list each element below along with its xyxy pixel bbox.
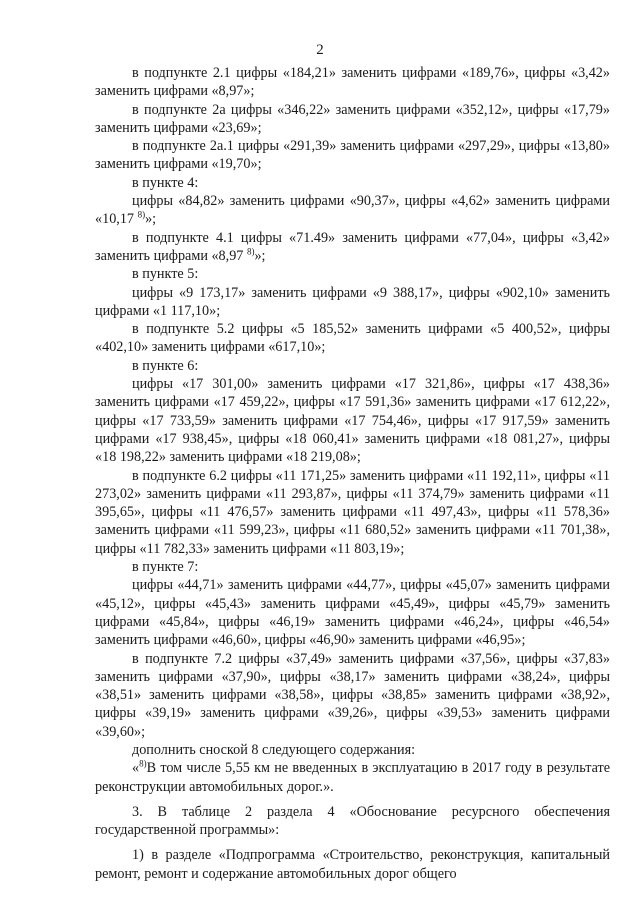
paragraph: 1) в разделе «Подпрограмма «Строительство, реконструкция, капитальный ремонт, ремонт и содержание автомобильных дорог общего (95, 847, 610, 882)
paragraph: в пункте 4: (132, 174, 199, 191)
paragraph: цифры «44,71» заменить цифрами «44,77», цифры «45,07» заменить цифрами «45,12», цифры «45,43» заменить цифрами «45,49», цифры «45,79» заменить цифрами «45,84», цифры «46,19» заменить цифрами «46,24», цифры «46,54» заменить цифрами «46,60», цифры «46,90» заменить цифрами «46,95»; (95, 577, 610, 649)
paragraph: в подпункте 2.1 цифры «184,21» заменить цифрами «189,76», цифры «3,42» заменить цифрами «8,97»; (95, 65, 610, 100)
paragraph: цифры «17 301,00» заменить цифрами «17 321,86», цифры «17 438,36» заменить цифрами «17 459,22», цифры «17 591,36» заменить цифрами «17 612,22», цифры «17 733,59» заменить цифрами «17 754,46», цифры «17 917,59» заменить цифрами «17 938,45», цифры «18 060,41» заменить цифрами «18 081,27», цифры «18 198,22» заменить цифрами «18 219,08»; (95, 376, 610, 466)
paragraph: в подпункте 6.2 цифры «11 171,25» заменить цифрами «11 192,11», цифры «11 273,02» заменить цифрами «11 293,87», цифры «11 374,79» заменить цифрами «11 395,65», цифры «11 476,57» заменить цифрами «11 497,43», цифры «11 578,36» заменить цифрами «11 599,23», цифры «11 680,52» заменить цифрами «11 701,38», цифры «11 782,33» заменить цифрами «11 803,19»; (95, 467, 610, 557)
page-number: 2 (316, 42, 324, 58)
paragraph: в пункте 6: (132, 357, 199, 374)
paragraph: дополнить сноской 8 следующего содержания: (132, 741, 416, 758)
paragraph: в подпункте 7.2 цифры «37,49» заменить цифрами «37,56», цифры «37,83» заменить цифрами «37,90», цифры «38,17» заменить цифрами «38,24», цифры «38,51» заменить цифрами «38,58», цифры «38,85» заменить цифрами «38,92», цифры «39,19» заменить цифрами «39,26», цифры «39,53» заменить цифрами «39,60»; (95, 650, 610, 740)
paragraph: в подпункте 2а.1 цифры «291,39» заменить цифрами «297,29», цифры «13,80» заменить цифрами «19,70»; (95, 138, 610, 173)
paragraph: 3. В таблице 2 раздела 4 «Обоснование ресурсного обеспечения государственной программы»: (95, 803, 610, 839)
paragraph: в подпункте 5.2 цифры «5 185,52» заменить цифрами «5 400,52», цифры «402,10» заменить цифрами «617,10»; (95, 321, 610, 356)
footnote-paragraph: «$^{8)}$В том числе 5,55 км не введенных в эксплуатацию в 2017 году в результате реконструкции автомобильных дорог.». (95, 758, 610, 795)
paragraph: в пункте 7: (132, 559, 199, 576)
paragraph: цифры «9 173,17» заменить цифрами «9 388,17», цифры «902,10» заменить цифрами «1 117,10»; (95, 284, 610, 319)
paragraph: в подпункте 4.1 цифры «71.49» заменить цифрами «77,04», цифры «3,42» заменить цифрами «8,97 $^{8)}$»; (95, 229, 610, 264)
paragraph: в подпункте 2а цифры «346,22» заменить цифрами «352,12», цифры «17,79» заменить цифрами «23,69»; (95, 101, 610, 136)
paragraph: цифры «84,82» заменить цифрами «90,37», цифры «4,62» заменить цифрами «10,17 $^{8)}$»; (95, 193, 610, 228)
document-body (95, 64, 610, 883)
paragraph: в пункте 5: (132, 266, 199, 283)
